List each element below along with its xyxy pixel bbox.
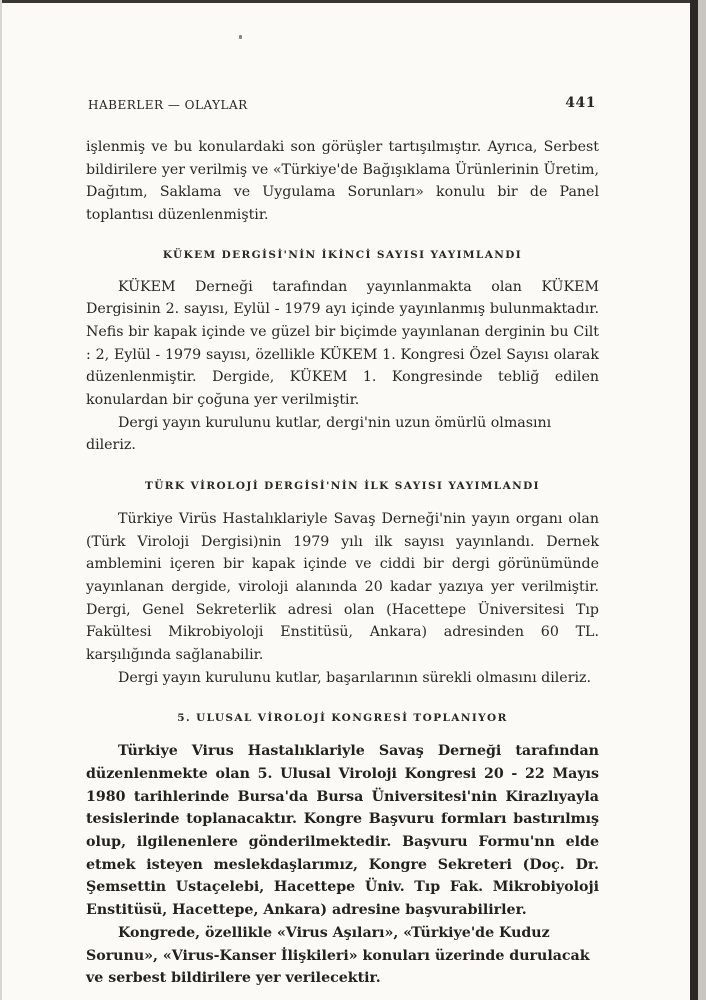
page-right-edge [698, 0, 706, 1000]
running-title: HABERLER — OLAYLAR [88, 98, 248, 112]
page-top-edge [0, 0, 706, 3]
paragraph-continued: işlenmiş ve bu konulardaki son görüşler tartışılmıştır. Ayrıca, Serbest bildirilere yer verilmiş ve «Türkiye'de Bağışıklama Ürünlerinin Üretim, Dağıtım, Saklama ve Uygulama Sorunları» konulu bir de Panel toplantısı düzenlenmiştir. [86, 139, 599, 224]
page-left-edge [0, 0, 2, 1000]
article-body [86, 136, 599, 990]
paragraph: Türkiye Virus Hastalıklariyle Savaş Derneği tarafından düzenlenmekte olan 5. Ulusal Viroloji Kongresi 20 - 22 Mayıs 1980 tarihlerinde Bursa'da Bursa Üniversitesi'nin Kirazlıyayla tesislerinde toplanacaktır. Kongre Başvuru formları bastırılmış olup, ilgilenenlere gönderilmektedir. Başvuru Formu'nn elde etmek isteyen meslekdaşlarımız, Kongre Sekreteri (Doç. Dr. Şemsettin Ustaçelebi, Hacettepe Üniv. Tıp Fak. Mikrobiyoloji Enstitüsü, Hacettepe, Ankara) adresine başvurabilirler. [86, 743, 599, 919]
section-heading-kongre: 5. ULUSAL VİROLOJİ KONGRESİ TOPLANIYOR [177, 712, 508, 725]
paragraph: KÜKEM Derneği tarafından yayınlanmakta olan KÜKEM Dergisinin 2. sayısı, Eylül - 1979 ayı içinde yayınlanmış bulunmaktadır. Nefis bir kapak içinde ve güzel bir biçimde yayınlanan derginin bu Cilt : 2, Eylül - 1979 sayısı, özellikle KÜKEM 1. Kongresi Özel Sayısı olarak düzenlenmiştir. Dergide, KÜKEM 1. Kongresinde tebliğ edilen konulardan bir çoğuna yer verilmiştir. [86, 278, 599, 409]
paragraph: Dergi yayın kurulunu kutlar, başarılarının sürekli olmasını dileriz. [118, 669, 592, 686]
section-heading-kukem: KÜKEM DERGİSİ'NİN İKİNCİ SAYISI YAYIMLANDI [162, 248, 523, 261]
paragraph: Kongrede, özellikle «Virus Aşıları», «Türkiye'de Kuduz Sorunu», «Virus-Kanser İlişkileri» konuları üzerinde durulacak ve serbest bildirilere yer verilecektir. [86, 924, 590, 987]
page-number: 441 [565, 95, 596, 111]
section-heading-viroloji-dergisi: TÜRK VİROLOJİ DERGİSİ'NİN İLK SAYISI YAYIMLANDI [145, 480, 540, 493]
running-header [88, 95, 596, 115]
paragraph: Türkiye Virüs Hastalıklariyle Savaş Derneği'nin yayın organı olan (Türk Viroloji Dergisi)nin 1979 yılı ilk sayısı yayınlandı. Dernek amblemini içeren bir kapak içinde ve ciddi bir dergi görünümünde yayınlanan dergide, viroloji alanında 20 kadar yazıya yer verilmiştir. Dergi, Genel Sekreterlik adresi olan (Hacettepe Üniversitesi Tıp Fakültesi Mikrobiyoloji Enstitüsü, Ankara) adresinden 60 TL. karşılığında sağlanabilir. [86, 510, 599, 664]
paragraph: Dergi yayın kurulunu kutlar, dergi'nin uzun ömürlü olmasını dileriz. [86, 414, 552, 454]
binding-shadow [690, 0, 698, 1000]
section-kongre-body [86, 740, 599, 990]
ink-speck [239, 35, 242, 39]
